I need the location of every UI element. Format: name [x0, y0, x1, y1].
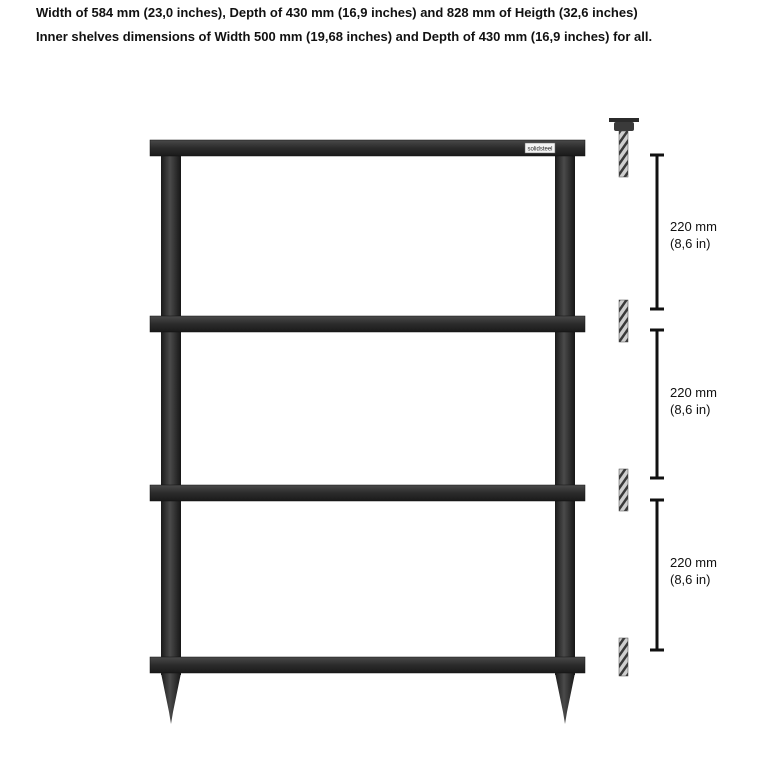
threaded-rod-3	[619, 469, 628, 511]
dimension-line-3	[650, 500, 664, 650]
dimension-line-1	[650, 155, 664, 309]
right-post	[555, 155, 575, 675]
dimension-2-mm: 220 mm	[670, 385, 717, 400]
left-post	[161, 155, 181, 675]
spec-line-inner-shelves: Inner shelves dimensions of Width 500 mm (19,68 inches) and Depth of 430 mm (16,9 inches) for all.	[36, 29, 653, 44]
shelf-bottom	[150, 657, 585, 673]
dimension-1-mm: 220 mm	[670, 219, 717, 234]
dimension-1-in: (8,6 in)	[670, 236, 711, 251]
dimension-3-mm: 220 mm	[670, 555, 717, 570]
left-spike	[161, 673, 181, 724]
shelf-2	[150, 316, 585, 332]
shelf-top	[150, 140, 585, 156]
threaded-rod-2	[619, 300, 628, 342]
right-spike	[555, 673, 575, 724]
spec-line-overall: Width of 584 mm (23,0 inches), Depth of 430 mm (16,9 inches) and 828 mm of Heigth (32,6 inches)	[36, 5, 638, 20]
threaded-rod-top	[609, 118, 639, 177]
dimension-2-in: (8,6 in)	[670, 402, 711, 417]
threaded-rod-4	[619, 638, 628, 676]
shelf-3	[150, 485, 585, 501]
dimension-3-in: (8,6 in)	[670, 572, 711, 587]
dimension-line-2	[650, 330, 664, 478]
brand-label: solidsteel	[527, 146, 553, 153]
